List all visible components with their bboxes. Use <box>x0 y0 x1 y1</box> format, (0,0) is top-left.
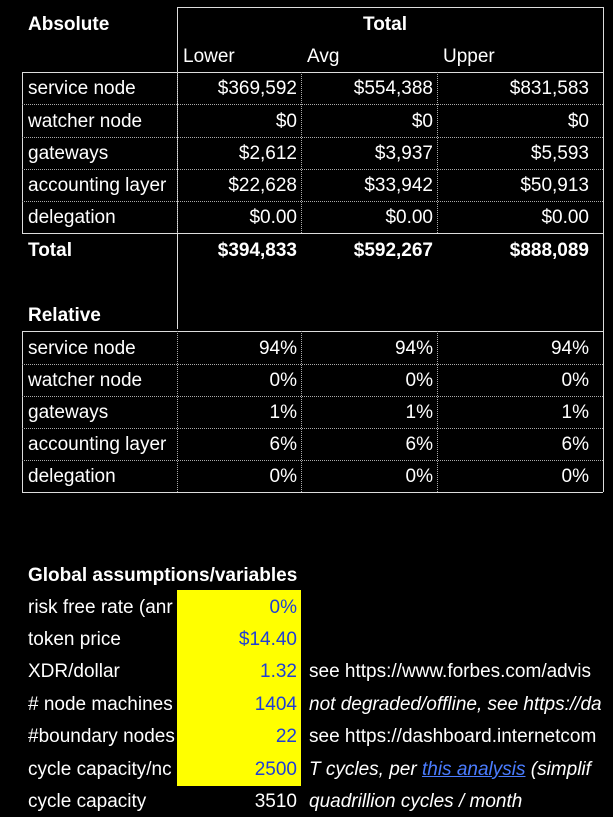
note-text: (simplif <box>525 759 591 780</box>
absolute-heading: Absolute <box>28 14 110 35</box>
cell-avg: $554,388 <box>353 78 433 99</box>
row-label: delegation <box>28 207 116 228</box>
row-label: gateways <box>28 143 109 164</box>
var-label: XDR/dollar <box>28 661 120 682</box>
header-bottom-border <box>22 72 603 73</box>
relative-heading: Relative <box>28 305 101 326</box>
cell-lower: $369,592 <box>217 78 297 99</box>
col-divider <box>301 331 302 492</box>
total-lower: $394,833 <box>217 240 297 261</box>
row-divider <box>22 396 603 397</box>
var-value[interactable]: $14.40 <box>238 629 297 650</box>
cell-lower: $22,628 <box>228 175 297 196</box>
var-label: cycle capacity <box>28 791 147 812</box>
cell-lower: $0.00 <box>249 207 297 228</box>
right-border <box>603 7 604 234</box>
total-avg: $592,267 <box>353 240 433 261</box>
cell-lower: $2,612 <box>238 143 297 164</box>
col-header-avg: Avg <box>307 46 340 67</box>
var-value[interactable]: 0% <box>269 597 297 618</box>
row-label: watcher node <box>28 111 143 132</box>
row-divider <box>22 201 603 202</box>
cell-avg: 0% <box>405 466 433 487</box>
var-label: #boundary nodes <box>28 726 175 747</box>
col-divider <box>177 331 178 492</box>
cell-upper: $831,583 <box>509 78 589 99</box>
col-divider <box>437 331 438 492</box>
relative-bottom-border <box>22 492 603 493</box>
var-note: quadrillion cycles / month <box>309 791 523 812</box>
var-value[interactable]: 22 <box>275 726 297 747</box>
globals-heading: Global assumptions/variables <box>28 565 298 586</box>
var-value[interactable]: 1.32 <box>260 661 297 682</box>
cell-avg: 94% <box>394 338 433 359</box>
input-highlight <box>177 590 301 786</box>
row-label: delegation <box>28 466 116 487</box>
row-divider <box>22 460 603 461</box>
var-value[interactable]: 2500 <box>254 759 297 780</box>
row-label: watcher node <box>28 370 143 391</box>
cell-upper: $50,913 <box>520 175 589 196</box>
cell-upper: 1% <box>561 402 589 423</box>
var-note: see https://www.forbes.com/advis <box>309 661 591 682</box>
total-heading: Total <box>363 14 407 35</box>
relative-left-border <box>22 331 23 492</box>
cell-upper: $0 <box>567 111 589 132</box>
cell-upper: 6% <box>561 434 589 455</box>
row-divider <box>22 364 603 365</box>
left-border <box>22 72 23 234</box>
cell-avg: 6% <box>405 434 433 455</box>
col-divider <box>437 72 438 233</box>
total-top-border <box>22 233 603 234</box>
col-header-upper: Upper <box>443 46 495 67</box>
cell-lower: 0% <box>269 370 297 391</box>
cell-lower: 94% <box>258 338 297 359</box>
cell-avg: $0.00 <box>385 207 433 228</box>
row-divider <box>22 428 603 429</box>
row-label: gateways <box>28 402 109 423</box>
cell-avg: 0% <box>405 370 433 391</box>
var-label: cycle capacity/nc <box>28 759 172 780</box>
var-label: token price <box>28 629 121 650</box>
var-label: risk free rate (anr <box>28 597 173 618</box>
cell-upper: $0.00 <box>541 207 589 228</box>
var-note: see https://dashboard.internetcom <box>309 726 597 747</box>
row-label: service node <box>28 78 136 99</box>
cell-avg: 1% <box>405 402 433 423</box>
var-label: # node machines <box>28 694 173 715</box>
cell-upper: 94% <box>550 338 589 359</box>
cell-avg: $33,942 <box>364 175 433 196</box>
row-divider <box>22 137 603 138</box>
var-value[interactable]: 1404 <box>254 694 297 715</box>
cell-upper: 0% <box>561 370 589 391</box>
row-divider <box>22 104 603 105</box>
row-divider <box>22 169 603 170</box>
relative-header-left-border <box>177 233 178 329</box>
row-label: accounting layer <box>28 175 167 196</box>
cell-lower: 0% <box>269 466 297 487</box>
var-value: 3510 <box>254 791 297 812</box>
col-divider <box>301 72 302 233</box>
relative-top-border <box>22 331 603 332</box>
total-block-top-border <box>177 7 603 8</box>
col-header-lower: Lower <box>183 46 235 67</box>
total-upper: $888,089 <box>509 240 589 261</box>
var-note: not degraded/offline, see https://da <box>309 694 602 715</box>
cell-upper: 0% <box>561 466 589 487</box>
cell-lower: $0 <box>275 111 297 132</box>
total-label: Total <box>28 240 72 261</box>
cell-lower: 6% <box>269 434 297 455</box>
cell-avg: $3,937 <box>374 143 433 164</box>
row-label: service node <box>28 338 136 359</box>
note-text: T cycles, per <box>309 759 422 780</box>
cell-lower: 1% <box>269 402 297 423</box>
cell-avg: $0 <box>411 111 433 132</box>
var-note <box>309 760 591 779</box>
col-divider <box>177 72 178 233</box>
analysis-link[interactable]: this analysis <box>421 759 526 780</box>
cell-upper: $5,593 <box>530 143 589 164</box>
relative-right-border <box>603 233 604 492</box>
row-label: accounting layer <box>28 434 167 455</box>
